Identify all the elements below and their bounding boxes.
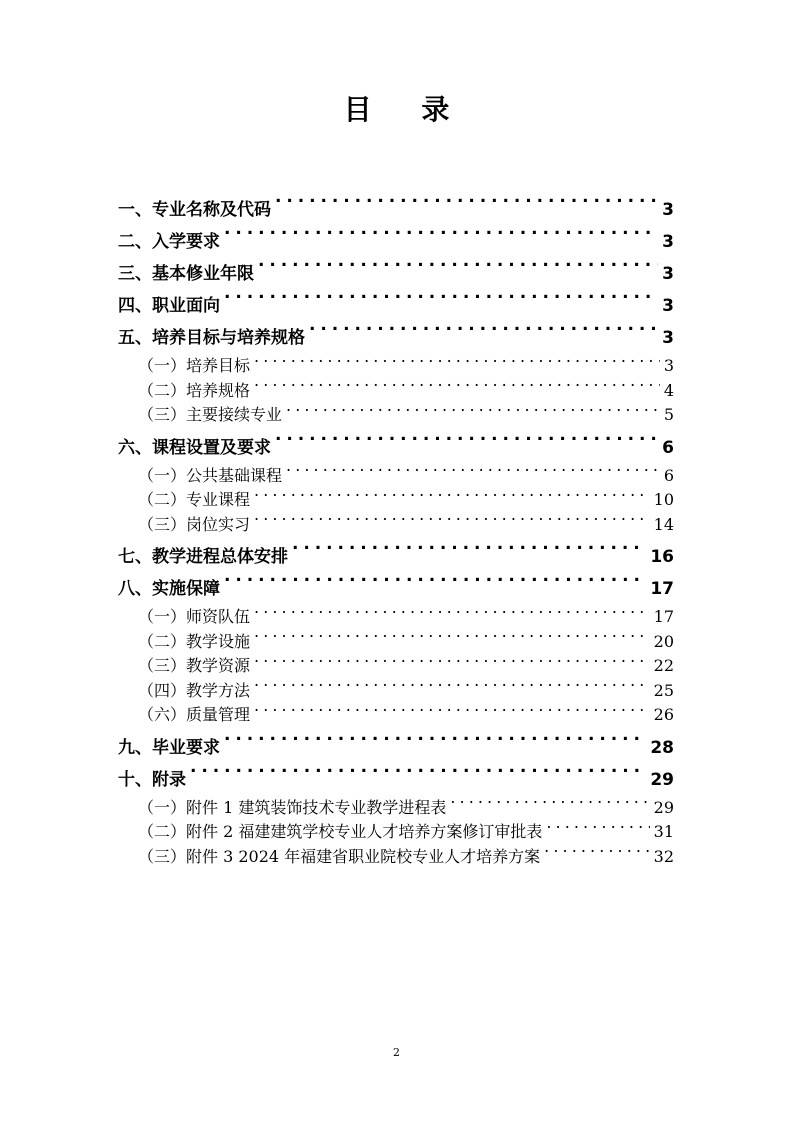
toc-dot-leader (190, 768, 646, 785)
toc-subsection-entry[interactable] (118, 703, 674, 728)
toc-entry-page: 17 (650, 579, 674, 599)
toc-entry-label: 九、毕业要求 (118, 737, 220, 758)
toc-entry-page: 5 (663, 405, 674, 424)
toc-dot-leader (224, 294, 658, 311)
toc-dot-leader (254, 514, 650, 530)
toc-entry-label: （二）专业课程 (138, 490, 251, 509)
toc-entry-page: 3 (662, 328, 674, 348)
toc-dot-leader (309, 326, 658, 343)
toc-section-entry[interactable] (118, 194, 674, 226)
page-number: 2 (393, 1046, 400, 1059)
toc-subsection-entry[interactable] (118, 796, 674, 821)
toc-entry-page: 6 (662, 437, 674, 458)
toc-dot-leader (292, 545, 646, 562)
toc-section-entry[interactable] (118, 226, 674, 258)
toc-entry-label: 七、教学进程总体安排 (118, 547, 288, 567)
toc-section-entry[interactable] (118, 322, 674, 354)
toc-entry-label: 十、附录 (118, 769, 186, 790)
toc-entry-page: 26 (653, 705, 674, 724)
toc-subsection-entry[interactable] (118, 513, 674, 538)
toc-subsection-entry[interactable] (118, 403, 674, 428)
toc-entry-label: 五、培养目标与培养规格 (118, 328, 305, 348)
toc-dot-leader (254, 655, 650, 671)
toc-entry-page: 3 (662, 264, 674, 284)
toc-dot-leader (546, 821, 649, 837)
toc-entry-label: （二）培养规格 (138, 380, 251, 400)
toc-subsection-entry[interactable] (118, 379, 674, 404)
toc-entry-page: 3 (662, 296, 674, 316)
toc-dot-leader (254, 680, 650, 696)
toc-subsection-entry[interactable] (118, 654, 674, 679)
toc-dot-leader (224, 230, 658, 247)
toc-subsection-entry[interactable] (118, 605, 674, 630)
toc-dot-leader (254, 380, 660, 396)
toc-entry-page: 31 (653, 822, 674, 841)
toc-entry-page: 16 (650, 547, 674, 567)
toc-dot-leader (254, 606, 650, 622)
toc-entry-page: 17 (653, 607, 674, 626)
toc-entry-page: 14 (653, 514, 674, 534)
toc-dot-leader (275, 198, 658, 215)
toc-section-entry[interactable] (118, 258, 674, 290)
toc-subsection-entry[interactable] (118, 845, 674, 870)
toc-entry-label: 三、基本修业年限 (118, 264, 254, 284)
toc-entry-label: （六）质量管理 (138, 705, 251, 724)
toc-dot-leader (224, 736, 646, 753)
toc-entry-page: 29 (650, 769, 674, 790)
toc-section-entry[interactable] (118, 290, 674, 322)
toc-subsection-entry[interactable] (118, 464, 674, 489)
toc-entry-page: 22 (653, 656, 674, 675)
toc-dot-leader (224, 577, 646, 594)
toc-dot-leader (254, 355, 660, 371)
toc-dot-leader (258, 262, 658, 279)
toc-subsection-entry[interactable] (118, 679, 674, 704)
toc-entry-page: 20 (653, 631, 674, 651)
toc-entry-page: 29 (653, 797, 674, 817)
page-title: 目 录 (343, 93, 470, 126)
toc-section-entry[interactable] (118, 732, 674, 764)
toc-entry-label: （一）师资队伍 (138, 607, 251, 626)
toc-entry-page: 3 (662, 200, 674, 220)
toc-section-entry[interactable] (118, 541, 674, 573)
toc-entry-label: （三）岗位实习 (138, 514, 251, 534)
toc-entry-page: 3 (662, 232, 674, 252)
toc-entry-label: （一）公共基础课程 (138, 465, 283, 485)
toc-entry-label: 八、实施保障 (118, 579, 220, 599)
toc-dot-leader (286, 404, 660, 420)
toc-entry-label: （三）教学资源 (138, 656, 251, 675)
table-of-contents (118, 194, 674, 873)
toc-entry-label: （一）培养目标 (138, 356, 251, 375)
toc-entry-page: 10 (653, 490, 674, 509)
toc-entry-label: （二）附件 2 福建建筑学校专业人才培养方案修订审批表 (138, 822, 543, 841)
toc-entry-label: （三）附件 3 2024 年福建省职业院校专业人才培养方案 (138, 846, 541, 866)
toc-entry-page: 32 (653, 846, 674, 866)
toc-dot-leader (286, 465, 660, 481)
toc-subsection-entry[interactable] (118, 354, 674, 379)
toc-entry-label: （四）教学方法 (138, 680, 251, 700)
toc-entry-label: （三）主要接续专业 (138, 405, 283, 424)
toc-entry-page: 3 (663, 356, 674, 375)
toc-entry-label: 一、专业名称及代码 (118, 200, 271, 220)
toc-entry-label: （一）附件 1 建筑装饰技术专业教学进程表 (138, 797, 447, 817)
toc-entry-label: 四、职业面向 (118, 296, 220, 316)
toc-section-entry[interactable] (118, 764, 674, 796)
toc-dot-leader (275, 436, 658, 453)
toc-subsection-entry[interactable] (118, 488, 674, 513)
toc-entry-page: 4 (663, 380, 674, 400)
toc-subsection-entry[interactable] (118, 630, 674, 655)
toc-section-entry[interactable] (118, 573, 674, 605)
toc-entry-page: 6 (663, 465, 674, 485)
toc-dot-leader (254, 631, 650, 647)
toc-entry-label: 六、课程设置及要求 (118, 437, 271, 458)
toc-section-entry[interactable] (118, 432, 674, 464)
toc-dot-leader (254, 704, 650, 720)
toc-entry-label: 二、入学要求 (118, 232, 220, 252)
toc-entry-page: 28 (650, 737, 674, 758)
toc-entry-label: （二）教学设施 (138, 631, 251, 651)
toc-dot-leader (450, 797, 649, 813)
toc-dot-leader (544, 846, 649, 862)
toc-entry-page: 25 (653, 680, 674, 700)
toc-dot-leader (254, 489, 650, 505)
toc-subsection-entry[interactable] (118, 820, 674, 845)
